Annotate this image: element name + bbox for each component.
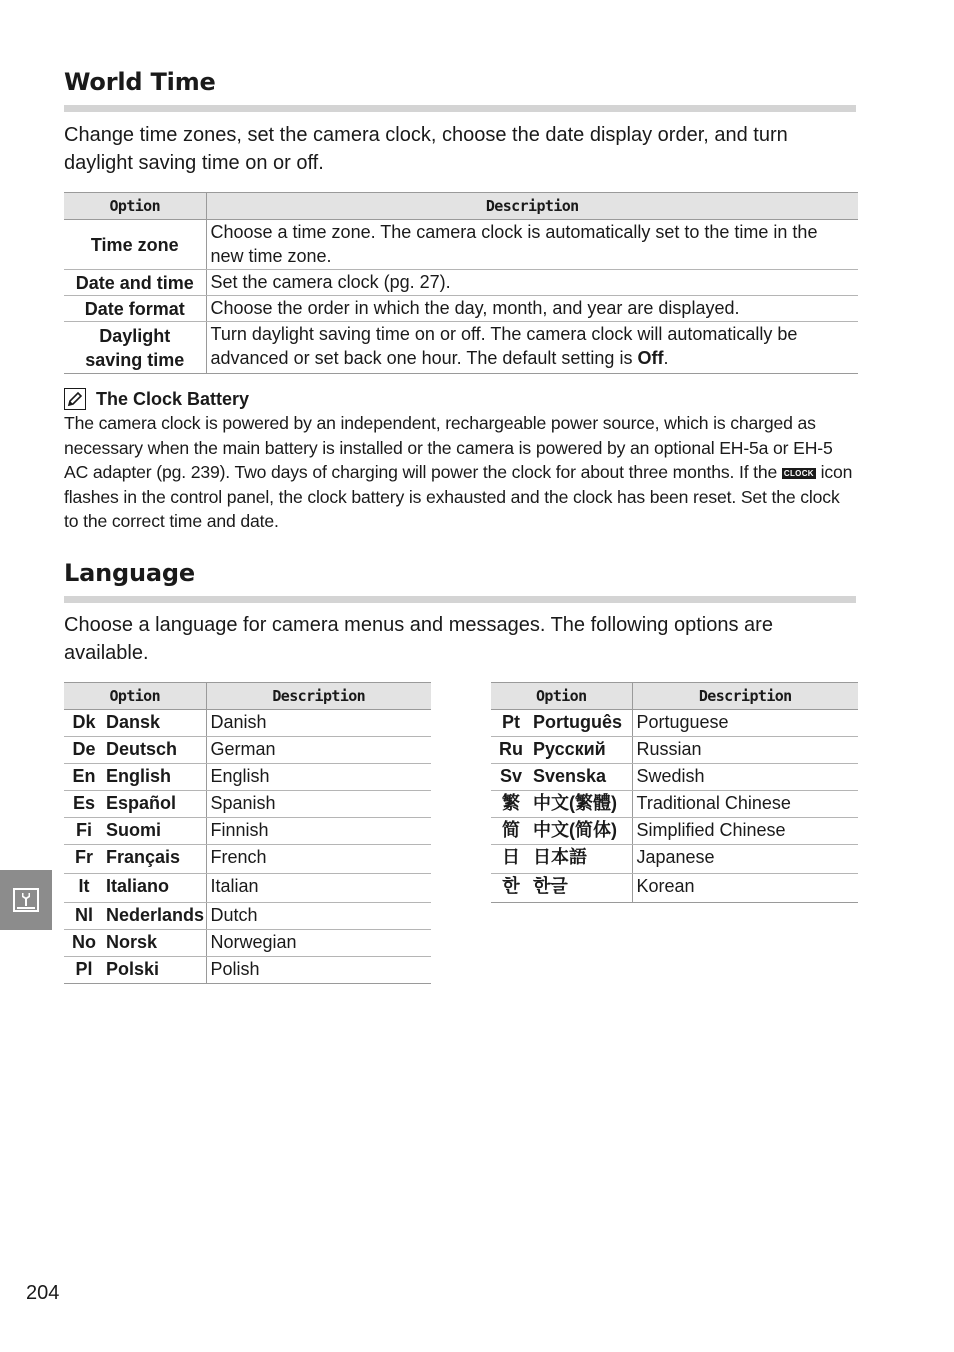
language-description: Dutch bbox=[206, 903, 431, 930]
language-code: 한 bbox=[491, 874, 531, 903]
table-header-row bbox=[491, 683, 858, 710]
clock-icon: CLOCK bbox=[783, 469, 814, 479]
clock-battery-note-header bbox=[64, 388, 249, 410]
setup-menu-tab bbox=[0, 870, 52, 930]
world-time-title: World Time bbox=[64, 68, 216, 96]
table-header-row bbox=[64, 193, 858, 220]
language-row bbox=[491, 791, 858, 818]
language-description: Finnish bbox=[206, 818, 431, 845]
language-intro: Choose a language for camera menus and messages. The following options are available. bbox=[64, 614, 773, 664]
language-native-name: Français bbox=[104, 845, 206, 874]
language-code: De bbox=[64, 737, 104, 764]
table-row bbox=[64, 296, 858, 322]
note-text: The camera clock is powered by an independent, rechargeable power source, which is charged as necessary when the main battery is installed or the camera is powered by an optional EH-5a or EH-5 AC adapter (pg. 239). Two days of charging will power the clock for about three months. If the bbox=[64, 413, 833, 483]
language-description: French bbox=[206, 845, 431, 874]
language-native-name: Português bbox=[531, 710, 632, 737]
language-row bbox=[491, 818, 858, 845]
table-row bbox=[64, 270, 858, 296]
language-row bbox=[491, 764, 858, 791]
language-row bbox=[491, 710, 858, 737]
option-cell: Daylight saving time bbox=[64, 322, 206, 374]
language-description: Korean bbox=[632, 874, 858, 903]
language-code: Nl bbox=[64, 903, 104, 930]
language-description: English bbox=[206, 764, 431, 791]
page-number: 204 bbox=[26, 1282, 60, 1304]
language-description: Simplified Chinese bbox=[632, 818, 858, 845]
description-cell bbox=[206, 322, 858, 374]
description-header: Description bbox=[206, 193, 858, 220]
note-text-end: icon flashes in the control panel, the clock battery is exhausted and the clock has been reset. Set the clock to the correct time and date. bbox=[64, 462, 853, 532]
language-table-left bbox=[64, 682, 431, 984]
language-description: Swedish bbox=[632, 764, 858, 791]
language-description: Portuguese bbox=[632, 710, 858, 737]
world-time-rule bbox=[64, 105, 856, 112]
language-description: Spanish bbox=[206, 791, 431, 818]
default-value-off: Off bbox=[637, 348, 664, 368]
language-code: Sv bbox=[491, 764, 531, 791]
language-code: Dk bbox=[64, 710, 104, 737]
language-native-name: 한글 bbox=[531, 874, 632, 903]
language-row bbox=[64, 845, 431, 874]
option-cell: Date and time bbox=[64, 270, 206, 296]
language-description: Danish bbox=[206, 710, 431, 737]
language-code: 日 bbox=[491, 845, 531, 874]
language-description: Polish bbox=[206, 957, 431, 984]
note-body bbox=[64, 411, 856, 534]
language-table-right bbox=[491, 682, 858, 903]
language-code: 简 bbox=[491, 818, 531, 845]
language-rule bbox=[64, 596, 856, 603]
language-native-name: Dansk bbox=[104, 710, 206, 737]
language-row bbox=[64, 957, 431, 984]
language-description: Japanese bbox=[632, 845, 858, 874]
language-code: Pl bbox=[64, 957, 104, 984]
description-text: Turn daylight saving time on or off. The camera clock will automatically be advanced or set back one hour. The default setting is bbox=[210, 324, 798, 368]
table-header-row bbox=[64, 683, 431, 710]
language-native-name: Suomi bbox=[104, 818, 206, 845]
world-time-intro: Change time zones, set the camera clock, choose the date display order, and turn daylight saving time on or off. bbox=[64, 124, 788, 174]
language-native-name: 中文(简体) bbox=[531, 818, 632, 845]
table-row bbox=[64, 220, 858, 270]
table-row bbox=[64, 322, 858, 374]
world-time-table bbox=[64, 192, 858, 374]
language-native-name: 日本語 bbox=[531, 845, 632, 874]
language-native-name: Polski bbox=[104, 957, 206, 984]
language-native-name: 中文(繁體) bbox=[531, 791, 632, 818]
language-native-name: English bbox=[104, 764, 206, 791]
description-header: Description bbox=[632, 683, 858, 710]
language-row bbox=[491, 737, 858, 764]
language-title: Language bbox=[64, 559, 195, 587]
language-row bbox=[64, 764, 431, 791]
language-row bbox=[64, 874, 431, 903]
language-row bbox=[64, 930, 431, 957]
option-header: Option bbox=[64, 193, 206, 220]
language-native-name: Русский bbox=[531, 737, 632, 764]
language-row bbox=[64, 791, 431, 818]
language-description: Italian bbox=[206, 874, 431, 903]
language-native-name: Svenska bbox=[531, 764, 632, 791]
option-cell: Time zone bbox=[64, 220, 206, 270]
language-code: Es bbox=[64, 791, 104, 818]
language-row bbox=[491, 845, 858, 874]
description-cell: Set the camera clock (pg. 27). bbox=[206, 270, 858, 296]
language-code: Pt bbox=[491, 710, 531, 737]
language-code: No bbox=[64, 930, 104, 957]
language-code: 繁 bbox=[491, 791, 531, 818]
note-title: The Clock Battery bbox=[96, 388, 250, 409]
setup-menu-wrench-icon bbox=[13, 888, 39, 912]
description-header: Description bbox=[206, 683, 431, 710]
description-cell: Choose the order in which the day, month, and year are displayed. bbox=[206, 296, 858, 322]
language-code: En bbox=[64, 764, 104, 791]
language-code: Fr bbox=[64, 845, 104, 874]
language-row bbox=[64, 737, 431, 764]
language-code: It bbox=[64, 874, 104, 903]
description-cell: Choose a time zone. The camera clock is automatically set to the time in the new time zone. bbox=[206, 220, 858, 270]
option-header: Option bbox=[64, 683, 206, 710]
language-description: Russian bbox=[632, 737, 858, 764]
language-native-name: Norsk bbox=[104, 930, 206, 957]
option-header: Option bbox=[491, 683, 632, 710]
language-code: Ru bbox=[491, 737, 531, 764]
language-code: Fi bbox=[64, 818, 104, 845]
language-native-name: Nederlands bbox=[104, 903, 206, 930]
language-native-name: Español bbox=[104, 791, 206, 818]
language-description: German bbox=[206, 737, 431, 764]
language-native-name: Italiano bbox=[104, 874, 206, 903]
language-row bbox=[491, 874, 858, 903]
pencil-icon bbox=[64, 388, 86, 410]
option-cell: Date format bbox=[64, 296, 206, 322]
language-row bbox=[64, 710, 431, 737]
language-description: Traditional Chinese bbox=[632, 791, 858, 818]
description-end: . bbox=[663, 348, 669, 368]
language-row bbox=[64, 903, 431, 930]
language-row bbox=[64, 818, 431, 845]
language-description: Norwegian bbox=[206, 930, 431, 957]
language-native-name: Deutsch bbox=[104, 737, 206, 764]
